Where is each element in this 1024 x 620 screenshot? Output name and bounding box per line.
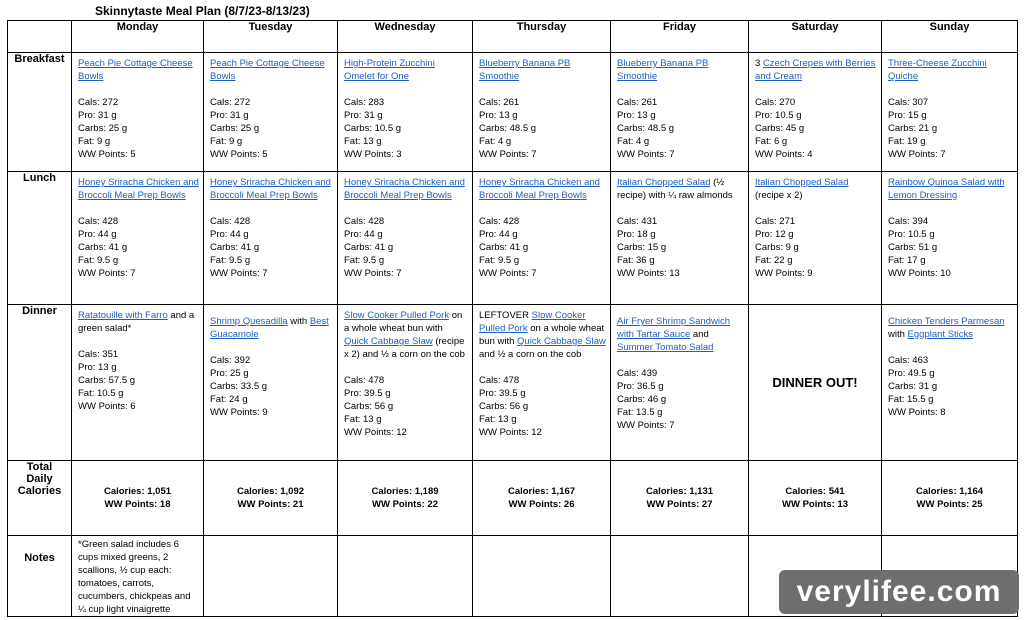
protein: Pro: 39.5 g [344,388,391,399]
breakfast-cell-saturday [749,53,882,172]
protein: Pro: 49.5 g [888,368,935,379]
cals: Cals: 428 [344,216,385,227]
totals-cell-wednesday [338,461,473,536]
dinner-cell-monday [72,305,204,461]
ww-points: WW Points: 9 [210,407,268,418]
protein: Pro: 31 g [210,110,249,121]
notes-cell-thursday [473,536,611,617]
watermark [779,570,1019,614]
carbs: Carbs: 48.5 g [479,123,537,134]
fat: Fat: 13 g [344,136,382,147]
recipe-connector: on a whole wheat bun with [344,310,463,334]
total-ww-points: WW Points: 18 [104,499,171,510]
recipe-link[interactable]: Peach Pie Cottage Cheese Bowls [78,58,193,82]
recipe-link[interactable]: Italian Chopped Salad [617,177,711,188]
ww-points: WW Points: 7 [78,268,136,279]
carbs: Carbs: 31 g [888,381,938,392]
row-label-notes: Notes [8,536,72,617]
ww-points: WW Points: 5 [210,149,268,160]
notes-cell-friday [611,536,749,617]
protein: Pro: 44 g [479,229,518,240]
carbs: Carbs: 15 g [617,242,667,253]
ww-points: WW Points: 5 [78,149,136,160]
totals-cell-saturday [749,461,882,536]
carbs: Carbs: 25 g [78,123,128,134]
carbs: Carbs: 48.5 g [617,123,675,134]
fat: Fat: 6 g [755,136,788,147]
ww-points: WW Points: 7 [617,149,675,160]
dinner-cell-sunday [882,305,1018,461]
recipe-note: (recipe x 2) and ½ a corn on the cob [344,336,465,360]
recipe-note: (recipe x 2) [755,190,803,201]
protein: Pro: 44 g [78,229,117,240]
totals-cell-thursday [473,461,611,536]
row-label-lunch: Lunch [8,172,72,305]
fat: Fat: 24 g [210,394,248,405]
fat: Fat: 9.5 g [78,255,119,266]
ww-points: WW Points: 7 [210,268,268,279]
ww-points: WW Points: 7 [888,149,946,160]
total-calories: Calories: 1,167 [507,486,576,497]
protein: Pro: 10.5 g [755,110,802,121]
fat: Fat: 9.5 g [479,255,520,266]
breakfast-cell-tuesday [204,53,338,172]
recipe-connector: with [888,329,908,340]
ww-points: WW Points: 7 [479,268,537,279]
totals-cell-sunday [882,461,1018,536]
recipe-connector: on a whole wheat bun with [479,323,605,347]
protein: Pro: 36.5 g [617,381,664,392]
total-calories: Calories: 541 [785,486,845,497]
dinner-cell-tuesday [204,305,338,461]
total-ww-points: WW Points: 13 [782,499,848,510]
total-ww-points: WW Points: 21 [237,499,304,510]
fat: Fat: 15.5 g [888,394,934,405]
fat: Fat: 4 g [617,136,650,147]
protein: Pro: 25 g [210,368,249,379]
protein: Pro: 31 g [78,110,117,121]
ww-points: WW Points: 10 [888,268,951,279]
dinner-cell-thursday [473,305,611,461]
cals: Cals: 463 [888,355,929,366]
day-header-sunday: Sunday [882,21,1018,53]
cals: Cals: 394 [888,216,929,227]
recipe-link[interactable]: Three-Cheese Zucchini Quiche [888,58,987,82]
carbs: Carbs: 41 g [479,242,529,253]
lunch-cell-friday [611,172,749,305]
carbs: Carbs: 56 g [479,401,529,412]
lunch-cell-wednesday [338,172,473,305]
cals: Cals: 439 [617,368,658,379]
ww-points: WW Points: 7 [617,420,675,431]
dinner-cell-wednesday [338,305,473,461]
row-label-totals-line: Total [26,461,53,473]
dinner-cell-saturday: DINNER OUT! [749,305,882,461]
carbs: Carbs: 51 g [888,242,938,253]
total-ww-points: WW Points: 27 [646,499,713,510]
fat: Fat: 9 g [210,136,243,147]
protein: Pro: 18 g [617,229,656,240]
carbs: Carbs: 21 g [888,123,938,134]
totals-cell-monday [72,461,204,536]
carbs: Carbs: 41 g [78,242,128,253]
recipe-link[interactable]: Blueberry Banana PB Smoothie [617,58,709,82]
cals: Cals: 270 [755,97,796,108]
recipe-link[interactable]: Honey Sriracha Chicken and Broccoli Meal Prep Bowls [210,177,331,201]
breakfast-cell-thursday [473,53,611,172]
recipe-link[interactable]: Summer Tomato Salad [617,342,714,353]
ww-points: WW Points: 7 [479,149,537,160]
cals: Cals: 261 [617,97,658,108]
ww-points: WW Points: 6 [78,401,136,412]
recipe-link[interactable]: Air Fryer Shrimp Sandwich with Tartar Sauce [617,316,730,340]
protein: Pro: 13 g [617,110,656,121]
recipe-connector: and [690,329,709,340]
protein: Pro: 31 g [344,110,383,121]
green-salad-note: *Green salad includes 6 cups mixed greens, 2 scallions, ½ cup each: tomatoes, carrots, cucumbers, chickpeas and ¼ cup light vinaigrette [78,539,191,615]
recipe-prefix: 3 [755,58,763,69]
notes-cell-wednesday [338,536,473,617]
recipe-prefix: LEFTOVER [479,310,532,321]
cals: Cals: 428 [78,216,119,227]
protein: Pro: 44 g [210,229,249,240]
protein: Pro: 13 g [479,110,518,121]
recipe-link[interactable]: Czech Crepes with Berries and Cream [755,58,876,82]
day-header-thursday: Thursday [473,21,611,53]
recipe-note: and ½ a corn on the cob [479,349,582,360]
total-calories: Calories: 1,189 [371,486,439,497]
carbs: Carbs: 25 g [210,123,260,134]
cals: Cals: 261 [479,97,520,108]
recipe-link[interactable]: Ratatouille with Farro [78,310,168,321]
row-label-totals-line: Daily [26,473,53,485]
day-header-monday: Monday [72,21,204,53]
ww-points: WW Points: 12 [479,427,542,438]
ww-points: WW Points: 12 [344,427,407,438]
protein: Pro: 13 g [78,362,117,373]
recipe-link[interactable]: Italian Chopped Salad [755,177,849,188]
cals: Cals: 428 [210,216,251,227]
cals: Cals: 478 [344,375,385,386]
protein: Pro: 10.5 g [888,229,935,240]
cals: Cals: 478 [479,375,520,386]
carbs: Carbs: 46 g [617,394,667,405]
total-calories: Calories: 1,131 [645,486,714,497]
ww-points: WW Points: 9 [755,268,813,279]
protein: Pro: 15 g [888,110,927,121]
recipe-link[interactable]: Best Guacamole [210,316,329,340]
lunch-cell-saturday [749,172,882,305]
ww-points: WW Points: 4 [755,149,813,160]
totals-cell-tuesday [204,461,338,536]
total-ww-points: WW Points: 22 [372,499,438,510]
total-calories: Calories: 1,092 [236,486,305,497]
recipe-link[interactable]: Honey Sriracha Chicken and Broccoli Meal Prep Bowls [344,177,465,201]
recipe-link[interactable]: Blueberry Banana PB Smoothie [479,58,571,82]
recipe-link[interactable]: Honey Sriracha Chicken and Broccoli Meal Prep Bowls [78,177,199,201]
totals-row [8,461,1018,536]
carbs: Carbs: 9 g [755,242,799,253]
day-header-friday: Friday [611,21,749,53]
total-calories: Calories: 1,164 [915,486,984,497]
breakfast-cell-friday [611,53,749,172]
totals-cell-friday [611,461,749,536]
recipe-link[interactable]: Rainbow Quinoa Salad with Lemon Dressing [888,177,1005,201]
fat: Fat: 13 g [344,414,382,425]
carbs: Carbs: 45 g [755,123,805,134]
carbs: Carbs: 57.5 g [78,375,136,386]
recipe-connector: with [287,316,310,327]
breakfast-cell-wednesday [338,53,473,172]
fat: Fat: 22 g [755,255,793,266]
fat: Fat: 9.5 g [344,255,385,266]
total-ww-points: WW Points: 26 [508,499,575,510]
recipe-link[interactable]: Chicken Tenders Parmesan [888,316,1005,327]
breakfast-cell-sunday [882,53,1018,172]
cals: Cals: 392 [210,355,251,366]
lunch-cell-monday [72,172,204,305]
ww-points: WW Points: 13 [617,268,680,279]
carbs: Carbs: 41 g [344,242,394,253]
notes-cell-tuesday [204,536,338,617]
recipe-link[interactable]: Eggplant Sticks [907,329,974,340]
cals: Cals: 307 [888,97,929,108]
fat: Fat: 13.5 g [617,407,663,418]
total-calories: Calories: 1,051 [103,486,172,497]
recipe-link[interactable]: Quick Cabbage Slaw [344,336,433,347]
recipe-link[interactable]: Slow Cooker Pulled Pork [479,310,586,334]
fat: Fat: 17 g [888,255,926,266]
lunch-cell-tuesday [204,172,338,305]
cals: Cals: 428 [479,216,520,227]
recipe-note: and a green salad* [78,310,195,334]
protein: Pro: 39.5 g [479,388,526,399]
cals: Cals: 431 [617,216,658,227]
dinner-cell-friday [611,305,749,461]
breakfast-cell-monday [72,53,204,172]
meal-plan-table [7,20,1018,617]
ww-points: WW Points: 7 [344,268,402,279]
carbs: Carbs: 10.5 g [344,123,402,134]
total-ww-points: WW Points: 25 [916,499,983,510]
protein: Pro: 12 g [755,229,794,240]
page-title: Skinnytaste Meal Plan (8/7/23-8/13/23) [95,4,310,18]
carbs: Carbs: 33.5 g [210,381,268,392]
cals: Cals: 271 [755,216,796,227]
fat: Fat: 9 g [78,136,111,147]
watermark-text: verylifee.com [796,575,1002,608]
lunch-cell-sunday [882,172,1018,305]
recipe-link[interactable]: Peach Pie Cottage Cheese Bowls [210,58,325,82]
protein: Pro: 44 g [344,229,383,240]
fat: Fat: 36 g [617,255,655,266]
cals: Cals: 351 [78,349,119,360]
breakfast-row [8,53,1018,172]
corner-cell [8,21,72,53]
recipe-link[interactable]: Quick Cabbage Slaw [517,336,606,347]
ww-points: WW Points: 8 [888,407,946,418]
header-row [8,21,1018,53]
recipe-link[interactable]: Honey Sriracha Chicken and Broccoli Meal Prep Bowls [479,177,600,201]
fat: Fat: 13 g [479,414,517,425]
row-label-totals [8,461,72,536]
day-header-saturday: Saturday [749,21,882,53]
ww-points: WW Points: 3 [344,149,402,160]
recipe-link[interactable]: Slow Cooker Pulled Pork [344,310,450,321]
lunch-cell-thursday [473,172,611,305]
fat: Fat: 4 g [479,136,512,147]
recipe-link[interactable]: Shrimp Quesadilla [210,316,288,327]
row-label-breakfast: Breakfast [8,53,72,172]
row-label-dinner: Dinner [8,305,72,461]
fat: Fat: 9.5 g [210,255,251,266]
fat: Fat: 10.5 g [78,388,124,399]
day-header-wednesday: Wednesday [338,21,473,53]
carbs: Carbs: 56 g [344,401,394,412]
fat: Fat: 19 g [888,136,926,147]
carbs: Carbs: 41 g [210,242,260,253]
recipe-note: (½ recipe) with ¼ raw almonds [617,177,733,201]
cals: Cals: 272 [210,97,251,108]
cals: Cals: 283 [344,97,385,108]
cals: Cals: 272 [78,97,119,108]
day-header-tuesday: Tuesday [204,21,338,53]
recipe-link[interactable]: High-Protein Zucchini Omelet for One [344,58,435,82]
row-label-totals-line: Calories [17,485,62,497]
lunch-row [8,172,1018,305]
dinner-row [8,305,1018,461]
notes-cell-monday [72,536,204,617]
